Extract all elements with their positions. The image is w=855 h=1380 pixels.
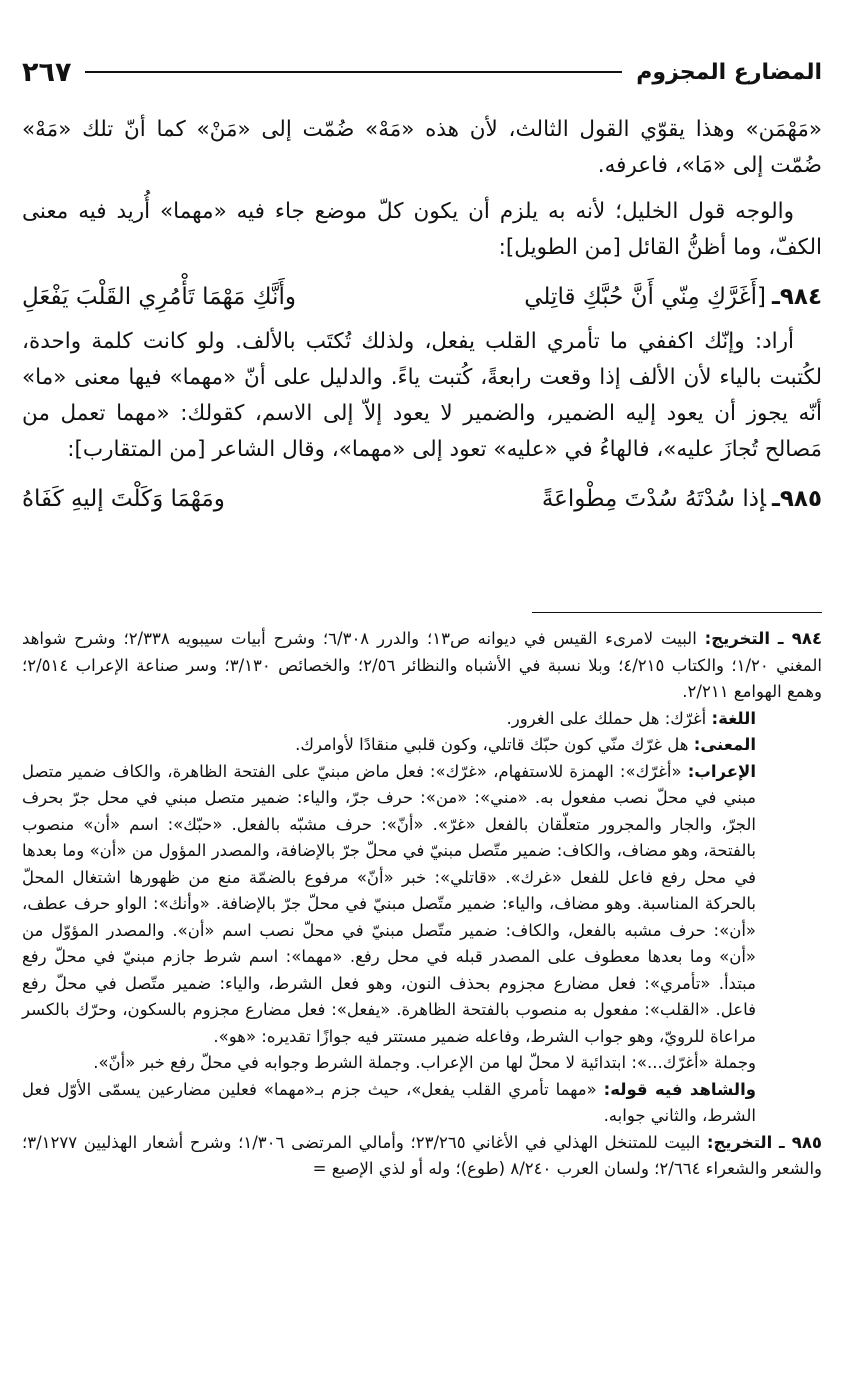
irab-text: «أغرّك»: الهمزة للاستفهام، «غرّك»: فعل ماض مبنيّ على الفتحة الظاهرة، والكاف ضمير متصل مبني في محلّ نصب مفعول به. «مني»: «من»: حرف جرّ، والياء: ضمير متصل مبني في محل جرّ بحرف الجرّ، والجار والمجرور متعلّقان بالفعل «غرّ». «أنّ»: حرف مشبّه بالفعل. «حبّك»: اسم «أن» منصوب بالفتحة، وهو مضاف، والكاف: ضمير متّصل مبنيّ في محلّ جرّ بالإضافة، والمصدر المؤول من «أن» وما بعدها في محل رفع فاعل للفعل «غرك». «قاتلي»: خبر «أنّ» مرفوع بالضمّة منع من ظهورها اشتغال المحلّ بالحركة المناسبة. وهو مضاف، والياء: ضمير متّصل مبنيّ في محلّ جرّ بالإضافة. «وأنك»: الواو حرف عطف، «أن»: حرف مشبه بالفعل، والكاف: ضمير متّصل مبنيّ في محلّ نصب اسم «أن». والمصدر المؤوّل من «أن» وما بعدها معطوف على المصدر قبله في محل رفع. «مهما»: اسم شرط جازم مبنيّ في محلّ رفع مبتدأ. «تأمري»: فعل مضارع مجزوم بحذف النون، وهو فعل الشرط، والياء: ضمير متّصل في محلّ رفع فاعل. «القلب»: مفعول به منصوب بالفتحة الظاهرة. «يفعل»: فعل مضارع مجزوم بالسكون، وحرّك بالكسر مراعاة للرويّ، وهو جواب الشرط، وفاعله ضمير مستتر فيه جوازًا تقديره: «هو».: [22, 761, 756, 1046]
footnote-984-takhrij: [22, 626, 822, 706]
footnote-maana: [22, 732, 822, 759]
footnote-985-takhrij: [22, 1130, 822, 1183]
maana-text: هل غرّك منّي كون حبّك قاتلي، وكون قلبي منقادًا لأوامرك.: [295, 735, 689, 754]
verse-984-second-hemistich: وأَنَّكِ مَهْمَا تَأْمُرِي القَلْبَ يَفْعَلِ: [22, 284, 296, 310]
footnote-985-number: ٩٨٥ ـ: [778, 1132, 822, 1152]
verse-984-number: ٩٨٤ـ: [772, 284, 822, 310]
verse-985-second-hemistich: ومَهْمَا وَكَلْتَ إليهِ كَفَاهُ: [22, 486, 225, 512]
shahid-label: والشاهد فيه قوله:: [603, 1079, 756, 1099]
footnote-985-text: البيت للمتنخل الهذلي في الأغاني ٢٣/٢٦٥؛ وأمالي المرتضى ١/٣٠٦؛ وشرح أشعار الهذليين ٣/١٢٧٧؛ والشعر والشعراء ٢/٦٦٤؛ ولسان العرب ٨/٢٤٠ (طوع)؛ وله أو لذي الإصبع =: [22, 1132, 822, 1178]
footnote-984-number: ٩٨٤ ـ: [777, 629, 823, 648]
chapter-title: المضارع المجزوم: [636, 59, 822, 85]
maana-label: المعنى:: [693, 735, 756, 754]
page-header: [22, 52, 822, 92]
header-rule: [85, 71, 622, 73]
page-number: ٢٦٧: [22, 56, 72, 88]
footnote-separator: [532, 612, 822, 613]
verse-985-first-hemistich: إذا سُدْتَهُ سُدْتَ مِطْواعَةً: [541, 486, 766, 512]
verse-985: [22, 478, 822, 520]
footnote-984-label: التخريج:: [704, 629, 771, 648]
footnote-985-label: التخريج:: [706, 1132, 773, 1152]
paragraph-2: والوجه قول الخليل؛ لأنه به يلزم أن يكون كلّ موضع جاء فيه «مهما» أُريد فيه معنى الكفّ، وما أظنُّ القائل [من الطويل]:: [22, 199, 822, 260]
verse-984: [22, 276, 822, 318]
footnote-jumla: وجملة «أغرّك...»: ابتدائية لا محلّ لها من الإعراب. وجملة الشرط وجوابه في محلّ رفع خبر «أنّ».: [93, 1053, 756, 1072]
paragraph-3: أراد: وإنّك اكففي ما تأمري القلب يفعل، ولذلك تُكتَب بالألف. ولو كانت كلمة واحدة، لكُتبت بالياء لأن الألف إذا وقعت رابعةً، كُتبت ياءً. والدليل على أنّ «مهما» فيها معنى «ما» أنّه يجوز أن يعود إليه الضمير، والضمير لا يعود إلاّ إلى الاسم، كقولك: «مهما تعمل من مَصالح تُجازَ عليه»، فالهاءُ في «عليه» تعود إلى «مهما»، وقال الشاعر [من المتقارب]:: [22, 329, 822, 462]
paragraph-1: «مَهْمَن» وهذا يقوّي القول الثالث، لأن هذه «مَهْ» ضُمّت إلى «مَنْ» كما أنّ تلك «مَهْ» ضُمّت إلى «مَا»، فاعرفه.: [22, 117, 822, 178]
verse-985-number: ٩٨٥ـ: [772, 486, 822, 512]
lugha-text: أغرّك: هل حملك على الغرور.: [506, 708, 707, 728]
footnote-irab: [22, 759, 822, 1051]
lugha-label: اللغة:: [711, 708, 756, 728]
verse-984-first-hemistich: [أَغَرَّكِ مِنّي أَنَّ حُبَّكِ قاتِلي: [524, 284, 766, 310]
footnotes: [22, 626, 822, 1183]
main-text: [22, 112, 822, 526]
shahid-text: «مهما تأمري القلب يفعل»، حيث جزم بـ«مهما» فعلين مضارعين يسمّى الأوّل فعل الشرط، والثاني جوابه.: [22, 1079, 756, 1125]
footnote-shahid: [22, 1077, 822, 1130]
irab-label: الإعراب:: [687, 761, 756, 781]
book-page: [22, 40, 822, 1360]
footnote-984-text: البيت لامرىء القيس في ديوانه ص١٣؛ والدرر ٦/٣٠٨؛ وشرح أبيات سيبويه ٢/٣٣٨؛ وشرح شواهد المغني ١/٢٠؛ والكتاب ٤/٢١٥؛ وبلا نسبة في الأشباه والنظائر ٢/٥٦؛ والخصائص ٣/١٣٠؛ وسر صناعة الإعراب ٢/٥١٤؛ وهمع الهوامع ٢/٢١١.: [22, 629, 823, 701]
footnote-lugha: [22, 706, 822, 733]
